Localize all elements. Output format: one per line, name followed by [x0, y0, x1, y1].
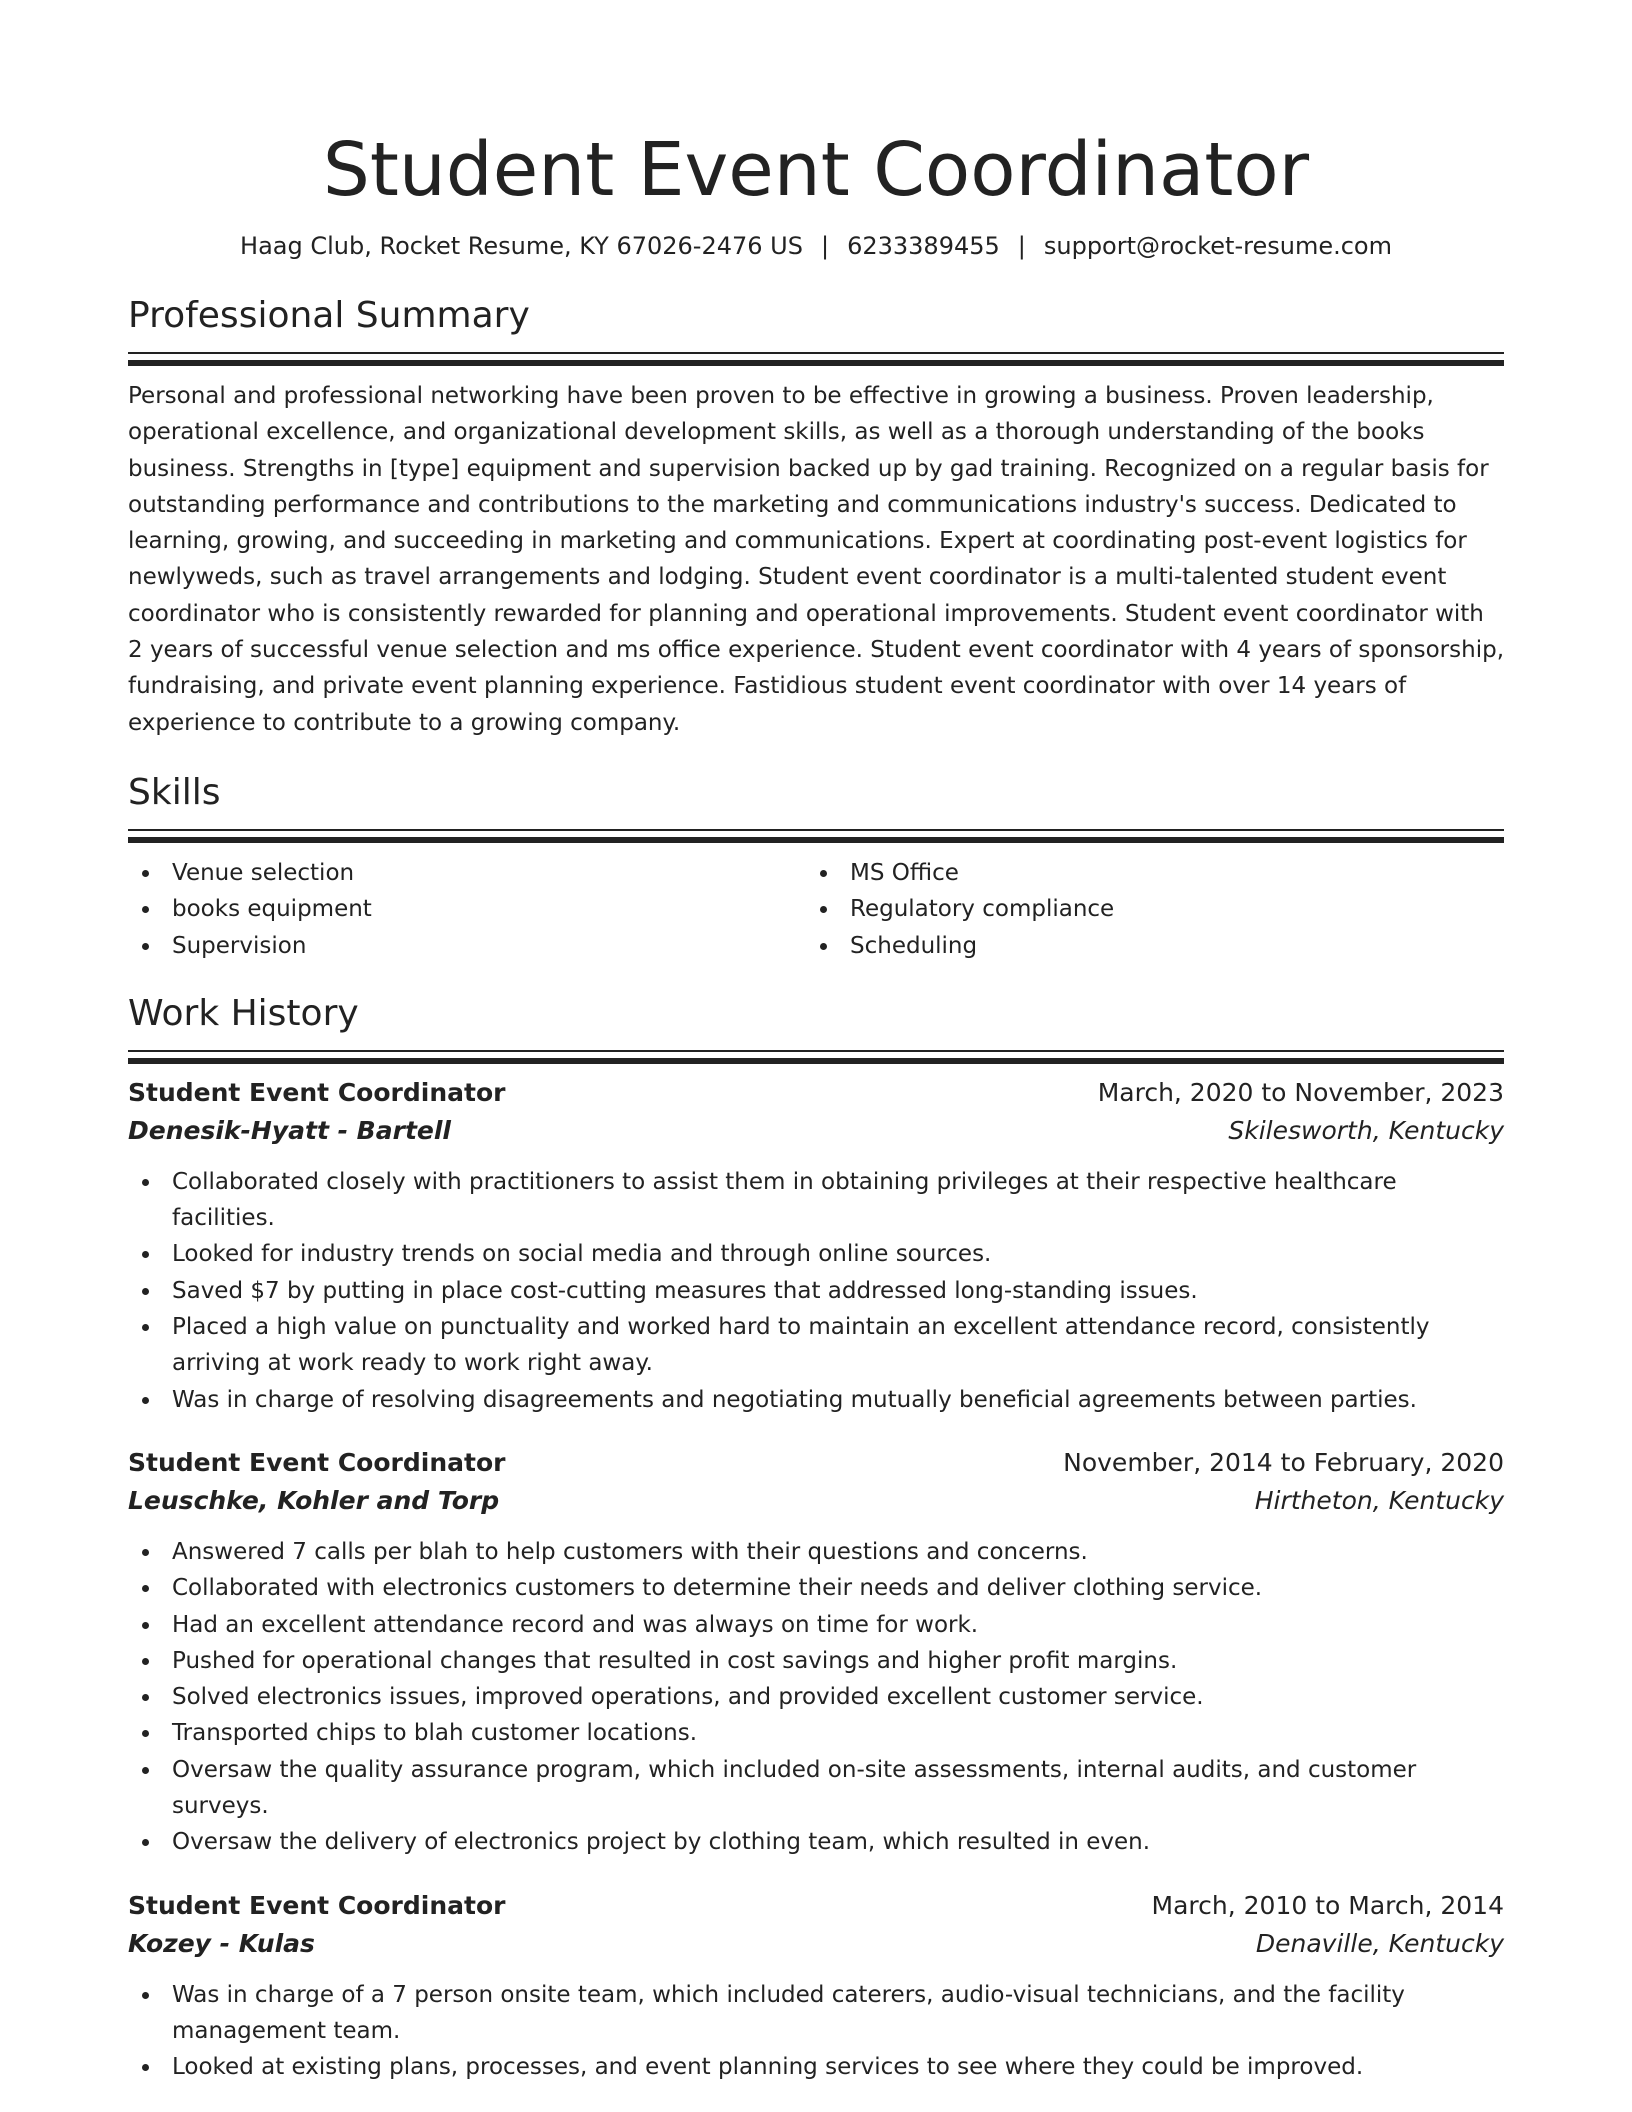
job-bullet: Saved $7 by putting in place cost-cutting measures that addressed long-standing issues.: [128, 1273, 1504, 1309]
section-title-skills: Skills: [128, 771, 221, 813]
job-bullets: [128, 1534, 1504, 1861]
skill-item: books equipment: [128, 891, 806, 927]
job-bullet: Was in charge of a 7 person onsite team, which included caterers, audio-visual technicians, and the facility management team.: [128, 1977, 1504, 2050]
job-header-row: [128, 1887, 1504, 1925]
job-header-row: [128, 1074, 1504, 1112]
job-title: Student Event Coordinator: [128, 1890, 506, 1920]
resume-name: Student Event Coordinator: [322, 127, 1310, 213]
job-location: Denaville, Kentucky: [1255, 1928, 1504, 1958]
job-bullet: Was in charge of resolving disagreements and negotiating mutually beneficial agreements between parties.: [128, 1382, 1504, 1418]
job-bullets: [128, 1977, 1504, 2086]
skill-item: Scheduling: [806, 928, 1484, 964]
skills-column-right: [806, 855, 1484, 964]
section-divider: [128, 1050, 1504, 1062]
job-company-row: [128, 1482, 1504, 1520]
job-bullet: Had an excellent attendance record and was always on time for work.: [128, 1607, 1504, 1643]
job-bullet: Transported chips to blah customer locations.: [128, 1715, 1504, 1751]
job-entry: [128, 1887, 1504, 2086]
job-bullet: Pushed for operational changes that resulted in cost savings and higher profit margins.: [128, 1643, 1504, 1679]
job-dates: March, 2020 to November, 2023: [1097, 1077, 1504, 1107]
job-entry: [128, 1074, 1504, 1418]
skill-item: Venue selection: [128, 855, 806, 891]
job-bullet: Answered 7 calls per blah to help customers with their questions and concerns.: [128, 1534, 1504, 1570]
job-bullet: Oversaw the quality assurance program, which included on-site assessments, internal audits, and customer surveys.: [128, 1752, 1504, 1825]
job-company: Kozey - Kulas: [128, 1928, 315, 1958]
contact-address: Haag Club, Rocket Resume, KY 67026-2476 US: [240, 232, 803, 260]
job-bullet: Collaborated closely with practitioners to assist them in obtaining privileges at their respective healthcare facilities.: [128, 1164, 1504, 1237]
skills-section: [128, 769, 1504, 964]
job-dates: November, 2014 to February, 2020: [1063, 1447, 1504, 1477]
job-company: Leuschke, Kohler and Torp: [128, 1485, 500, 1515]
job-title: Student Event Coordinator: [128, 1447, 506, 1477]
job-location: Skilesworth, Kentucky: [1228, 1115, 1504, 1145]
summary-section: [128, 292, 1504, 741]
skills-list: [128, 855, 1504, 964]
summary-text: Personal and professional networking have been proven to be effective in growing a business. Proven leadership, operational excellence, and organizational development skills, as well as a thorough understanding of the books business. Strengths in [type] equipment and supervision backed up by gad training. Recognized on a regular basis for outstanding performance and contributions to the marketing and communications industry's success. Dedicated to learning, growing, and succeeding in marketing and communications. Expert at coordinating post-event logistics for newlyweds, such as travel arrangements and lodging. Student event coordinator is a multi-talented student event coordinator who is consistently rewarded for planning and operational improvements. Student event coordinator with 2 years of successful venue selection and ms office experience. Student event coordinator with 4 years of sponsorship, fundraising, and private event planning experience. Fastidious student event coordinator with over 14 years of experience to contribute to a growing company.: [128, 383, 1505, 736]
contact-line: [128, 230, 1504, 262]
job-bullet: Looked for industry trends on social media and through online sources.: [128, 1236, 1504, 1272]
job-bullet: Solved electronics issues, improved operations, and provided excellent customer service.: [128, 1679, 1504, 1715]
job-bullet: Oversaw the delivery of electronics project by clothing team, which resulted in even.: [128, 1824, 1504, 1860]
job-title: Student Event Coordinator: [128, 1077, 506, 1107]
section-title-summary: Professional Summary: [128, 295, 530, 336]
job-dates: March, 2010 to March, 2014: [1151, 1890, 1504, 1920]
skills-column-left: [128, 855, 806, 964]
job-bullet: Placed a high value on punctuality and worked hard to maintain an excellent attendance record, consistently arriving at work ready to work right away.: [128, 1309, 1504, 1382]
contact-phone: 6233389455: [847, 232, 1000, 260]
contact-email[interactable]: support@rocket-resume.com: [1043, 232, 1392, 260]
section-divider: [128, 352, 1504, 364]
job-bullet: Collaborated with electronics customers to determine their needs and deliver clothing service.: [128, 1570, 1504, 1606]
section-divider: [128, 829, 1504, 841]
contact-separator: |: [820, 232, 830, 260]
job-bullet: Looked at existing plans, processes, and event planning services to see where they could be improved.: [128, 2049, 1504, 2085]
job-company-row: [128, 1112, 1504, 1150]
work-history-section: [128, 990, 1504, 2086]
skill-item: Supervision: [128, 928, 806, 964]
job-company-row: [128, 1925, 1504, 1963]
job-entry: [128, 1444, 1504, 1861]
skill-item: Regulatory compliance: [806, 891, 1484, 927]
contact-separator: |: [1017, 232, 1026, 260]
resume-page: [128, 0, 1504, 2086]
job-location: Hirtheton, Kentucky: [1254, 1485, 1504, 1515]
job-bullets: [128, 1164, 1504, 1418]
job-company: Denesik-Hyatt - Bartell: [128, 1115, 451, 1145]
section-title-work-history: Work History: [128, 992, 359, 1034]
job-header-row: [128, 1444, 1504, 1482]
skill-item: MS Office: [806, 855, 1484, 891]
